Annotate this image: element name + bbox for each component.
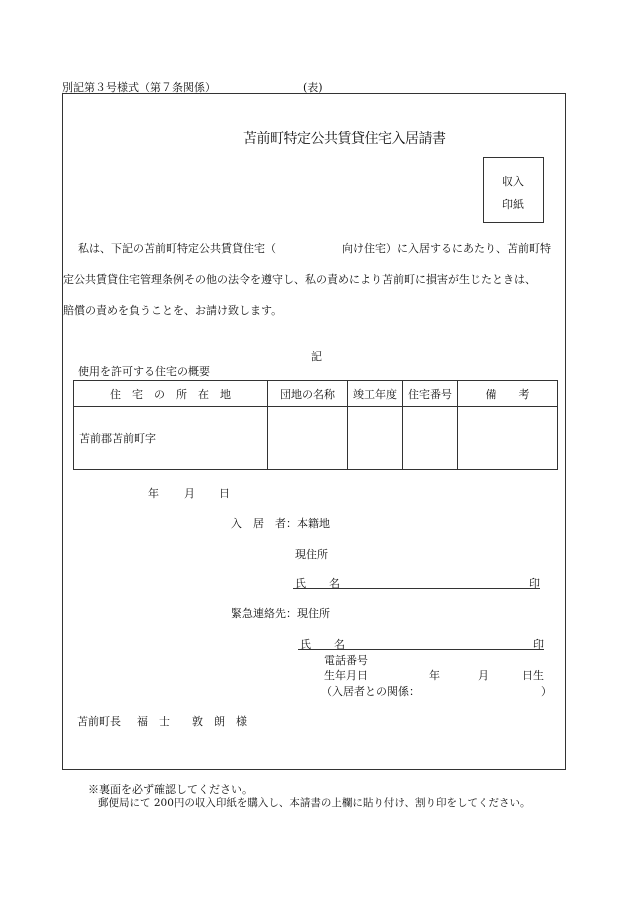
relation-open-label: （入居者との関係： [321,685,420,698]
resident-seal-mark: 印 [529,577,540,590]
resident-name-underline [293,588,540,589]
revenue-stamp-box [483,157,544,223]
table-caption: 使用を許可する住宅の概要 [78,365,210,378]
cell-unit-number[interactable] [403,407,458,470]
resident-name-label: 氏 名 [295,577,346,590]
header-unit-number: 住宅番号 [403,381,458,407]
emergency-birthdate-label: 生年月日 [324,669,368,682]
cell-remarks[interactable] [458,407,558,470]
addressee-honorific: 様 [236,715,247,728]
form-number: 別記第３号様式（第７条関係） [62,81,216,94]
table-row [74,407,558,470]
ki-label: 記 [311,350,322,363]
cell-complex-name[interactable] [268,407,348,470]
header-completion-year: 竣工年度 [348,381,403,407]
birth-day-label: 日生 [522,669,544,682]
header-remarks: 備 考 [458,381,558,407]
property-table [73,380,558,470]
resident-address-label: 現住所 [295,548,328,561]
form-side-label: (表) [303,81,323,94]
stamp-label-line1: 収入 [502,175,524,188]
relation-close-label: ） [541,685,552,698]
document-title: 苫前町特定公共賃貸住宅入居請書 [243,131,446,147]
emergency-phone-label: 電話番号 [324,654,368,667]
header-complex-name: 団地の名称 [268,381,348,407]
body-line-1b: 向け住宅）に入居するにあたり、苫前町特 [342,242,551,255]
date-year: 年 [148,487,159,500]
body-line-1a: 私は、下記の苫前町特定公共賃貸住宅（ [78,242,276,255]
birth-month-label: 月 [478,669,489,682]
addressee-title: 苫前町長 [77,715,121,728]
cell-completion-year[interactable] [348,407,403,470]
date-day: 日 [219,487,230,500]
emergency-seal-mark: 印 [533,638,544,651]
birth-year-label: 年 [429,669,440,682]
emergency-name-underline [298,649,544,650]
addressee-name: 福 士 敦 朗 [137,715,225,728]
resident-domicile-label: 入 居 者：本籍地 [231,517,330,530]
body-line-3: 賠償の責めを負うことを、お請け致します。 [63,304,283,317]
cell-location[interactable]: 苫前郡苫前町字 [74,407,268,470]
note-stamp-instructions: 郵便局にて 200円の収入印紙を購入し、本請書の上欄に貼り付け、割り印をしてください。 [98,797,531,809]
date-month: 月 [184,487,195,500]
table-header-row [74,381,558,407]
stamp-label-line2: 印紙 [502,198,524,211]
emergency-name-label: 氏 名 [300,638,351,651]
emergency-contact-label: 緊急連絡先：現住所 [231,607,330,620]
body-line-2: 定公共賃貸住宅管理条例その他の法令を遵守し、私の責めにより苫前町に損害が生じたときは、 [63,273,536,286]
note-check-reverse: ※裏面を必ず確認してください。 [88,783,253,796]
header-location: 住 宅 の 所 在 地 [74,381,268,407]
